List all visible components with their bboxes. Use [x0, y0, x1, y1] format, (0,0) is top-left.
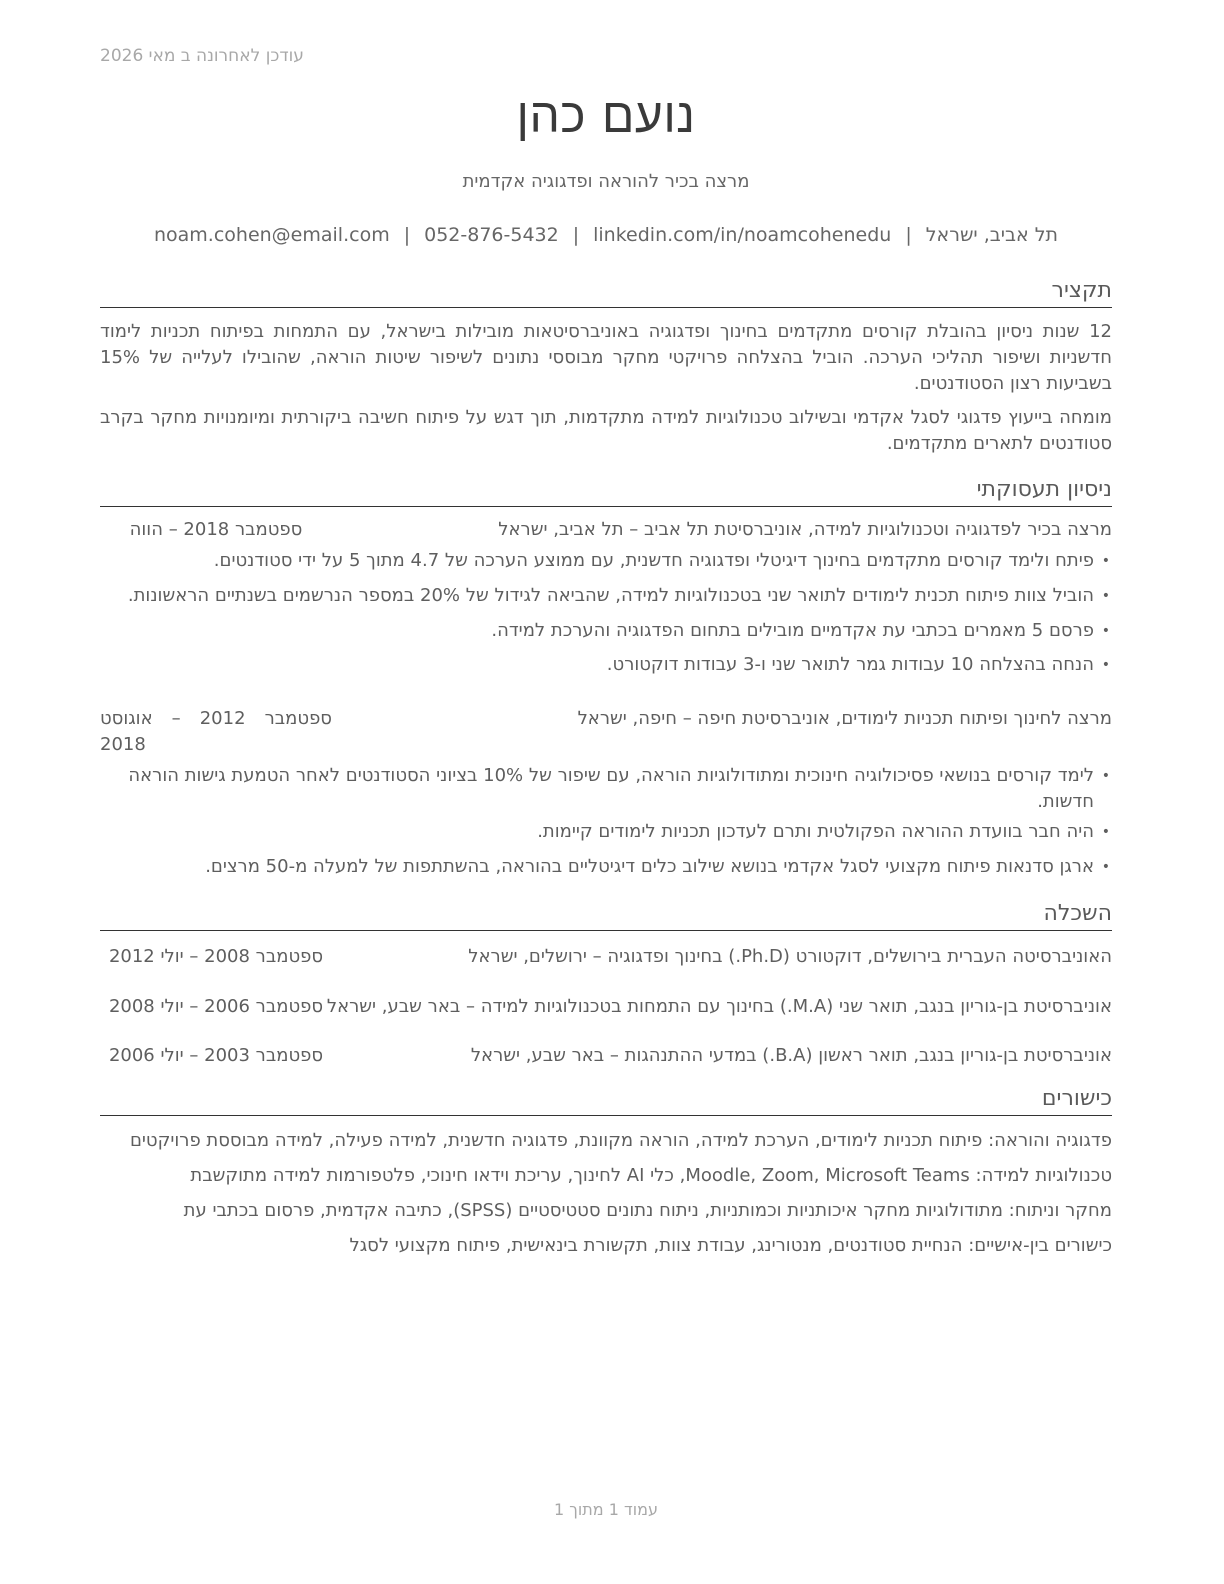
page-number: עמוד 1 מתוך 1: [554, 1500, 658, 1519]
skill-line: פדגוגיה והוראה: פיתוח תכניות לימודים, הערכת למידה, הוראה מקוונת, פדגוגיה חדשנית, למידה פעילה, למידה מבוססת פרויקטים: [129, 1130, 1112, 1151]
skill-line: מחקר וניתוח: מתודולוגיות מחקר איכותניות וכמותניות, ניתוח נתונים סטטיסטיים (SPSS), כתיבה אקדמית, פרסום בכתבי עת: [183, 1200, 1112, 1221]
job-bullet: • הנחה בהצלחה 10 עבודות גמר לתואר שני ו-3 עבודות דוקטורט.: [100, 652, 1112, 678]
skill-line: טכנולוגיות למידה: Moodle, Zoom, Microsoft Teams, כלי AI לחינוך, עריכת וידאו חינוכי, פלטפורמות למידה מתוקשבת: [190, 1165, 1112, 1186]
job-dates: ספטמבר 2018 – הווה: [129, 519, 303, 540]
contact-line: [100, 224, 1112, 246]
education-title: האוניברסיטה העברית בירושלים, דוקטורט (Ph.D.) בחינוך ופדגוגיה – ירושלים, ישראל: [468, 946, 1112, 967]
resume-page: [100, 0, 1112, 1584]
section-title-education: השכלה: [100, 900, 1112, 931]
job-bullet: • הוביל צוות פיתוח תכנית לימודים לתואר שני בטכנולוגיות למידה, שהביאה לגידול של 20% במספר הנרשמים בשנתיים הראשונות.: [100, 583, 1112, 609]
job-title: מרצה בכיר לפדגוגיה וטכנולוגיות למידה, אוניברסיטת תל אביב – תל אביב, ישראל: [498, 519, 1112, 540]
section-title-experience: ניסיון תעסוקתי: [100, 476, 1112, 507]
contact-separator: |: [572, 224, 580, 246]
skill-line: כישורים בין-אישיים: הנחיית סטודנטים, מנטורינג, עבודת צוות, תקשורת בינאישית, פיתוח מקצועי לסגל: [349, 1235, 1112, 1256]
contact-location: תל אביב, ישראל: [925, 224, 1058, 246]
contact-linkedin[interactable]: linkedin.com/in/noamcohenedu: [593, 224, 892, 246]
education-dates: ספטמבר 2003 – יולי 2006: [108, 1045, 324, 1066]
candidate-name: נועם כהן: [516, 88, 696, 144]
last-updated: עודכן לאחרונה ב מאי 2026: [100, 46, 304, 66]
contact-phone[interactable]: 052-876-5432: [424, 224, 559, 246]
contact-email[interactable]: noam.cohen@email.com: [153, 224, 390, 246]
contact-separator: |: [403, 224, 411, 246]
job-bullet: • לימד קורסים בנושאי פסיכולוגיה חינוכית ומתודולוגיות הוראה, עם שיפור של 10% בציוני הסטודנטים לאחר הטמעת גישות הוראה חדשות.: [100, 763, 1112, 815]
job-bullet: • היה חבר בוועדת ההוראה הפקולטית ותרם לעדכון תכניות לימודים קיימות.: [100, 819, 1112, 845]
education-title: אוניברסיטת בן-גוריון בנגב, תואר שני (M.A.) בחינוך עם התמחות בטכנולוגיות למידה – באר שבע, ישראל: [326, 996, 1112, 1017]
education-dates: ספטמבר 2006 – יולי 2008: [108, 996, 324, 1017]
summary-paragraph: 12 שנות ניסיון בהובלת קורסים מתקדמים בחינוך ופדגוגיה באוניברסיטאות מובילות בישראל, עם התמחות בפיתוח תכניות לימוד חדשניות ושיפור תהליכי הערכה. הוביל בהצלחה פרויקטי מחקר מבוססי נתונים לשיפור שיטות הוראה, שהובילו לעלייה של 15% בשביעות רצון הסטודנטים.: [100, 321, 1112, 394]
job-dates: ספטמבר 2012 – אוגוסט 2018: [100, 708, 332, 755]
contact-separator: |: [905, 224, 912, 246]
job-title: מרצה לחינוך ופיתוח תכניות לימודים, אוניברסיטת חיפה – חיפה, ישראל: [577, 708, 1112, 729]
job-bullet: • פיתח ולימד קורסים מתקדמים בחינוך דיגיטלי ופדגוגיה חדשנית, עם ממוצע הערכה של 4.7 מתוך 5 על ידי סטודנטים.: [100, 548, 1112, 574]
job-bullet: • ארגן סדנאות פיתוח מקצועי לסגל אקדמי בנושא שילוב כלים דיגיטליים בהוראה, בהשתתפות של למעלה מ-50 מרצים.: [100, 854, 1112, 880]
candidate-subtitle: מרצה בכיר להוראה ופדגוגיה אקדמית: [462, 171, 750, 192]
education-title: אוניברסיטת בן-גוריון בנגב, תואר ראשון (B.A.) במדעי ההתנהגות – באר שבע, ישראל: [470, 1045, 1112, 1066]
education-dates: ספטמבר 2008 – יולי 2012: [108, 946, 324, 967]
summary-paragraph: מומחה בייעוץ פדגוגי לסגל אקדמי ובשילוב טכנולוגיות למידה מתקדמות, תוך דגש על פיתוח חשיבה ביקורתית ומיומנויות מחקר בקרב סטודנטים לתארים מתקדמים.: [100, 407, 1112, 454]
section-title-skills: כישורים: [100, 1085, 1112, 1116]
section-title-summary: תקציר: [100, 277, 1112, 308]
job-bullet: • פרסם 5 מאמרים בכתבי עת אקדמיים מובילים בתחום הפדגוגיה והערכת למידה.: [100, 618, 1112, 644]
